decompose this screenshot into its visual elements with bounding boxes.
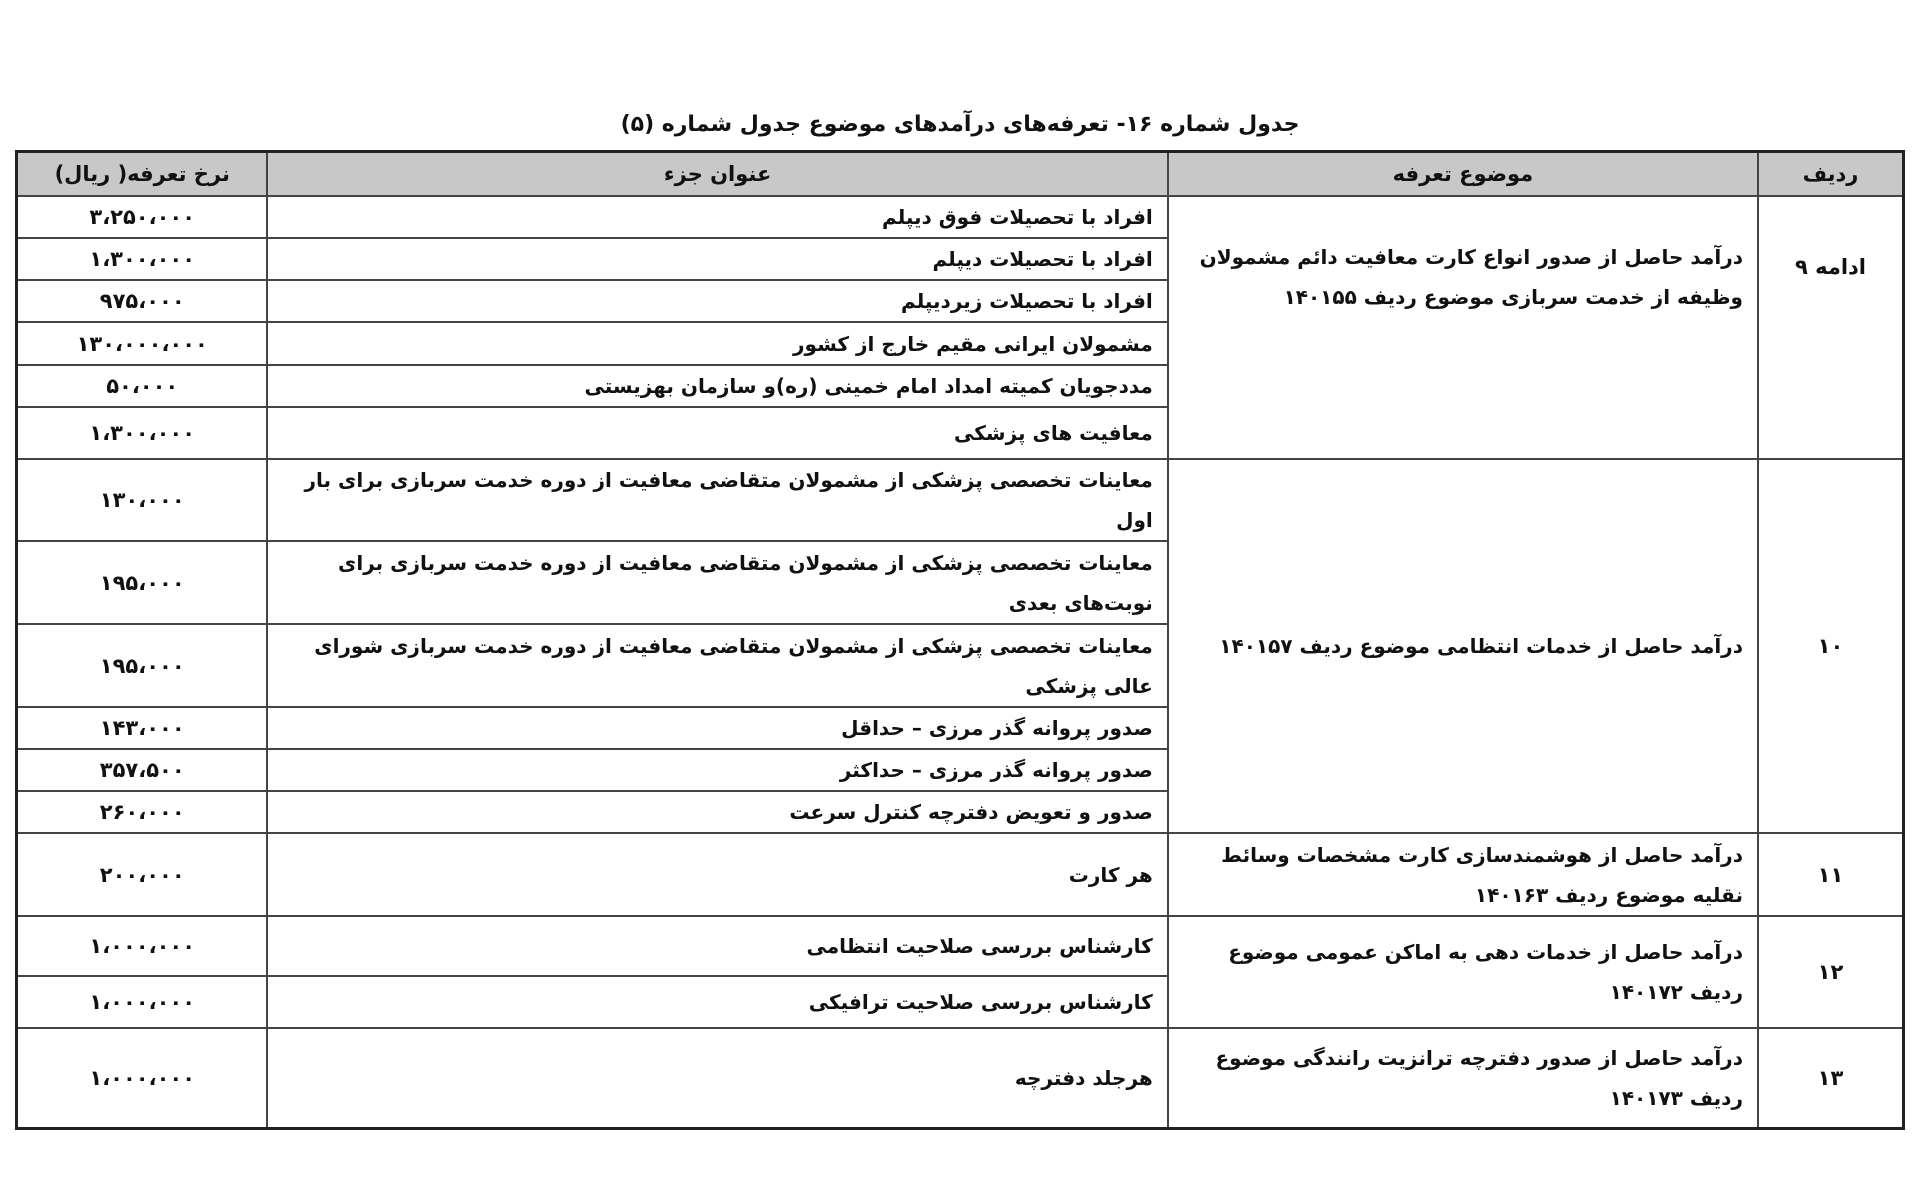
item-rate: ۱۴۳،۰۰۰ bbox=[17, 707, 268, 749]
row-number: ادامه ۹ bbox=[1758, 196, 1904, 459]
tariff-table bbox=[15, 150, 1905, 1130]
row-subject: درآمد حاصل از هوشمندسازی کارت مشخصات وسائط نقلیه موضوع ردیف ۱۴۰۱۶۳ bbox=[1168, 833, 1758, 916]
header-item-title: عنوان جزء bbox=[267, 152, 1167, 197]
table-row bbox=[17, 916, 1904, 976]
row-subject: درآمد حاصل از صدور انواع کارت معافیت دائم مشمولان وظیفه از خدمت سربازی موضوع ردیف ۱۴۰۱۵۵ bbox=[1168, 196, 1758, 459]
table-row bbox=[17, 196, 1904, 238]
item-rate: ۱۹۵،۰۰۰ bbox=[17, 541, 268, 624]
header-row-number: ردیف bbox=[1758, 152, 1904, 197]
table-title: جدول شماره ۱۶- تعرفه‌های درآمدهای موضوع جدول شماره (۵) bbox=[620, 112, 1300, 137]
item-rate: ۳،۲۵۰،۰۰۰ bbox=[17, 196, 268, 238]
header-rate: نرخ تعرفه( ریال) bbox=[17, 152, 268, 197]
item-title: افراد با تحصیلات زیردیپلم bbox=[267, 280, 1167, 322]
row-subject: درآمد حاصل از صدور دفترچه ترانزیت رانندگی موضوع ردیف ۱۴۰۱۷۳ bbox=[1168, 1028, 1758, 1128]
header-row bbox=[17, 152, 1904, 197]
row-subject: درآمد حاصل از خدمات انتظامی موضوع ردیف ۱۴۰۱۵۷ bbox=[1168, 459, 1758, 833]
item-rate: ۱،۰۰۰،۰۰۰ bbox=[17, 976, 268, 1028]
item-rate: ۵۰،۰۰۰ bbox=[17, 365, 268, 407]
item-title: معاینات تخصصی پزشکی از مشمولان متقاضی معافیت از دوره خدمت سربازی برای بار اول bbox=[267, 459, 1167, 541]
item-rate: ۱،۳۰۰،۰۰۰ bbox=[17, 407, 268, 459]
item-title: معاینات تخصصی پزشکی از مشمولان متقاضی معافیت از دوره خدمت سربازی برای نوبت‌های بعدی bbox=[267, 541, 1167, 624]
item-title: معافیت های پزشکی bbox=[267, 407, 1167, 459]
table-row bbox=[17, 833, 1904, 916]
item-title: مشمولان ایرانی مقیم خارج از کشور bbox=[267, 322, 1167, 365]
item-rate: ۱۳۰،۰۰۰،۰۰۰ bbox=[17, 322, 268, 365]
item-rate: ۲۶۰،۰۰۰ bbox=[17, 791, 268, 833]
item-rate: ۱۹۵،۰۰۰ bbox=[17, 624, 268, 707]
item-rate: ۱۳۰،۰۰۰ bbox=[17, 459, 268, 541]
row-number: ۱۰ bbox=[1758, 459, 1904, 833]
table-row bbox=[17, 459, 1904, 541]
item-title: صدور و تعویض دفترچه کنترل سرعت bbox=[267, 791, 1167, 833]
row-number: ۱۳ bbox=[1758, 1028, 1904, 1128]
row-number: ۱۱ bbox=[1758, 833, 1904, 916]
item-rate: ۱،۰۰۰،۰۰۰ bbox=[17, 1028, 268, 1128]
item-title: معاینات تخصصی پزشکی از مشمولان متقاضی معافیت از دوره خدمت سربازی شورای عالی پزشکی bbox=[267, 624, 1167, 707]
item-title: افراد با تحصیلات فوق دیپلم bbox=[267, 196, 1167, 238]
item-title: افراد با تحصیلات دیپلم bbox=[267, 238, 1167, 280]
table-row bbox=[17, 1028, 1904, 1128]
item-rate: ۱،۰۰۰،۰۰۰ bbox=[17, 916, 268, 976]
item-title: هر کارت bbox=[267, 833, 1167, 916]
row-subject: درآمد حاصل از خدمات دهی به اماکن عمومی موضوع ردیف ۱۴۰۱۷۲ bbox=[1168, 916, 1758, 1028]
item-title: مددجویان کمیته امداد امام خمینی (ره)و سازمان بهزیستی bbox=[267, 365, 1167, 407]
header-subject: موضوع تعرفه bbox=[1168, 152, 1758, 197]
item-title: هرجلد دفترچه bbox=[267, 1028, 1167, 1128]
item-rate: ۹۷۵،۰۰۰ bbox=[17, 280, 268, 322]
item-title: کارشناس بررسی صلاحیت انتظامی bbox=[267, 916, 1167, 976]
row-number: ۱۲ bbox=[1758, 916, 1904, 1028]
item-rate: ۱،۳۰۰،۰۰۰ bbox=[17, 238, 268, 280]
item-title: کارشناس بررسی صلاحیت ترافیکی bbox=[267, 976, 1167, 1028]
item-rate: ۲۰۰،۰۰۰ bbox=[17, 833, 268, 916]
item-rate: ۳۵۷،۵۰۰ bbox=[17, 749, 268, 791]
item-title: صدور پروانه گذر مرزی – حداقل bbox=[267, 707, 1167, 749]
item-title: صدور پروانه گذر مرزی – حداکثر bbox=[267, 749, 1167, 791]
